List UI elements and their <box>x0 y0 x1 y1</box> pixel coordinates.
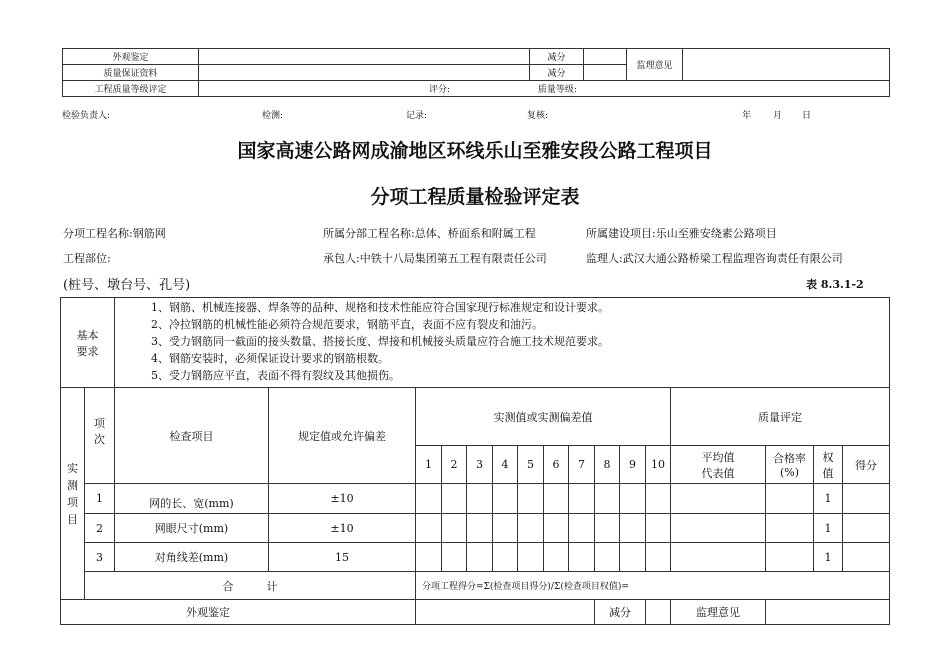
col-8: 8 <box>595 446 620 484</box>
col-10: 10 <box>646 446 671 484</box>
requirement-item: 3、受力钢筋同一截面的接头数量、搭接长度、焊接和机械接头质量应符合施工技术规范要求。 <box>151 335 609 348</box>
col-4: 4 <box>493 446 518 484</box>
requirement-item: 5、受力钢筋应平直，表面不得有裂纹及其他损伤。 <box>151 369 400 382</box>
col-2: 2 <box>442 446 467 484</box>
inspection-table <box>60 297 890 625</box>
division-name: 所属分部工程名称:总体、桥面系和附属工程 <box>323 227 536 240</box>
col-6: 6 <box>544 446 569 484</box>
score-formula: 分项工程得分=Σ(检查项目得分)/Σ(检查项目权值)= <box>416 572 890 600</box>
header-quality: 质量评定 <box>671 388 890 446</box>
pile-label: (桩号、墩台号、孔号) <box>63 278 191 293</box>
header-score: 得分 <box>843 446 890 484</box>
header-average: 平均值 代表值 <box>671 446 766 484</box>
supervision-value[interactable] <box>683 49 890 81</box>
deduct-value-2[interactable] <box>584 65 627 81</box>
grade-eval-label: 工程质量等级评定 <box>63 81 199 97</box>
table-row: 3 对角线差(mm) 15 1 <box>61 543 890 572</box>
quality-docs-label: 质量保证资料 <box>63 65 199 81</box>
col-1: 1 <box>416 446 442 484</box>
sig-month: 月 <box>773 111 783 121</box>
requirement-item: 1、钢筋、机械连接器、焊条等的品种、规格和技术性能应符合国家现行标准规定和设计要求。 <box>151 301 609 314</box>
sig-day: 日 <box>802 111 812 121</box>
quality-docs-value[interactable] <box>199 65 530 81</box>
basic-requirements-label: 基本 要求 <box>61 298 115 388</box>
header-measured-values: 实测值或实测偏差值 <box>416 388 671 446</box>
deduct-value[interactable] <box>584 49 627 65</box>
sig-year: 年 <box>742 111 752 121</box>
col-9: 9 <box>620 446 646 484</box>
total-label: 合 计 <box>85 572 416 600</box>
header-check-item: 检查项目 <box>115 388 269 484</box>
bottom-appearance-value[interactable] <box>416 600 595 625</box>
sig-tester: 检测: <box>262 111 284 121</box>
sig-reviewer: 复核: <box>527 111 549 121</box>
header-pass-rate: 合格率 (%) <box>766 446 814 484</box>
header-weight: 权 值 <box>814 446 843 484</box>
table-row: 1 网的长、宽(mm) ±10 1 <box>61 484 890 514</box>
score-label: 评分: <box>429 85 451 95</box>
bottom-deduct-value[interactable] <box>646 600 671 625</box>
contractor: 承包人:中铁十八局集团第五工程有限责任公司 <box>323 252 547 265</box>
supervisor: 监理人:武汉大通公路桥梁工程监理咨询责任有限公司 <box>586 252 843 265</box>
table-number: 表 8.3.1-2 <box>806 278 864 291</box>
grade-label: 质量等级: <box>537 85 577 95</box>
appearance-value[interactable] <box>199 49 530 65</box>
col-5: 5 <box>518 446 544 484</box>
col-7: 7 <box>569 446 595 484</box>
deduct-label-2: 减分 <box>530 65 584 81</box>
sig-recorder: 记录: <box>406 111 428 121</box>
grade-eval-cell <box>199 81 890 97</box>
requirement-item: 4、钢筋安装时，必须保证设计要求的钢筋根数。 <box>151 352 389 365</box>
project-title: 国家高速公路网成渝地区环线乐山至雅安段公路工程项目 <box>237 140 713 162</box>
location-label: 工程部位: <box>63 252 111 265</box>
header-spec: 规定值或允许偏差 <box>269 388 416 484</box>
bottom-supervision-value[interactable] <box>766 600 890 625</box>
form-title: 分项工程质量检验评定表 <box>370 186 580 208</box>
bottom-deduct-label: 减分 <box>595 600 646 625</box>
sig-inspector: 检验负责人: <box>62 111 111 121</box>
requirement-item: 2、冷拉钢筋的机械性能必须符合规范要求，钢筋平直，表面不应有裂皮和油污。 <box>151 318 543 331</box>
subproject-name: 分项工程名称:钢筋网 <box>63 227 166 240</box>
supervision-label: 监理意见 <box>627 49 683 81</box>
bottom-appearance-label: 外观鉴定 <box>61 600 416 625</box>
deduct-label: 减分 <box>530 49 584 65</box>
header-item-no: 项 次 <box>85 388 115 484</box>
top-assessment-table <box>62 48 890 97</box>
table-row: 2 网眼尺寸(mm) ±10 1 <box>61 514 890 543</box>
measured-items-side-label: 实 测 项 目 <box>61 388 85 600</box>
bottom-supervision-label: 监理意见 <box>671 600 766 625</box>
construction-project: 所属建设项目:乐山至雅安绕素公路项目 <box>586 227 777 240</box>
appearance-label: 外观鉴定 <box>63 49 199 65</box>
col-3: 3 <box>467 446 493 484</box>
basic-requirements-list <box>115 298 890 388</box>
